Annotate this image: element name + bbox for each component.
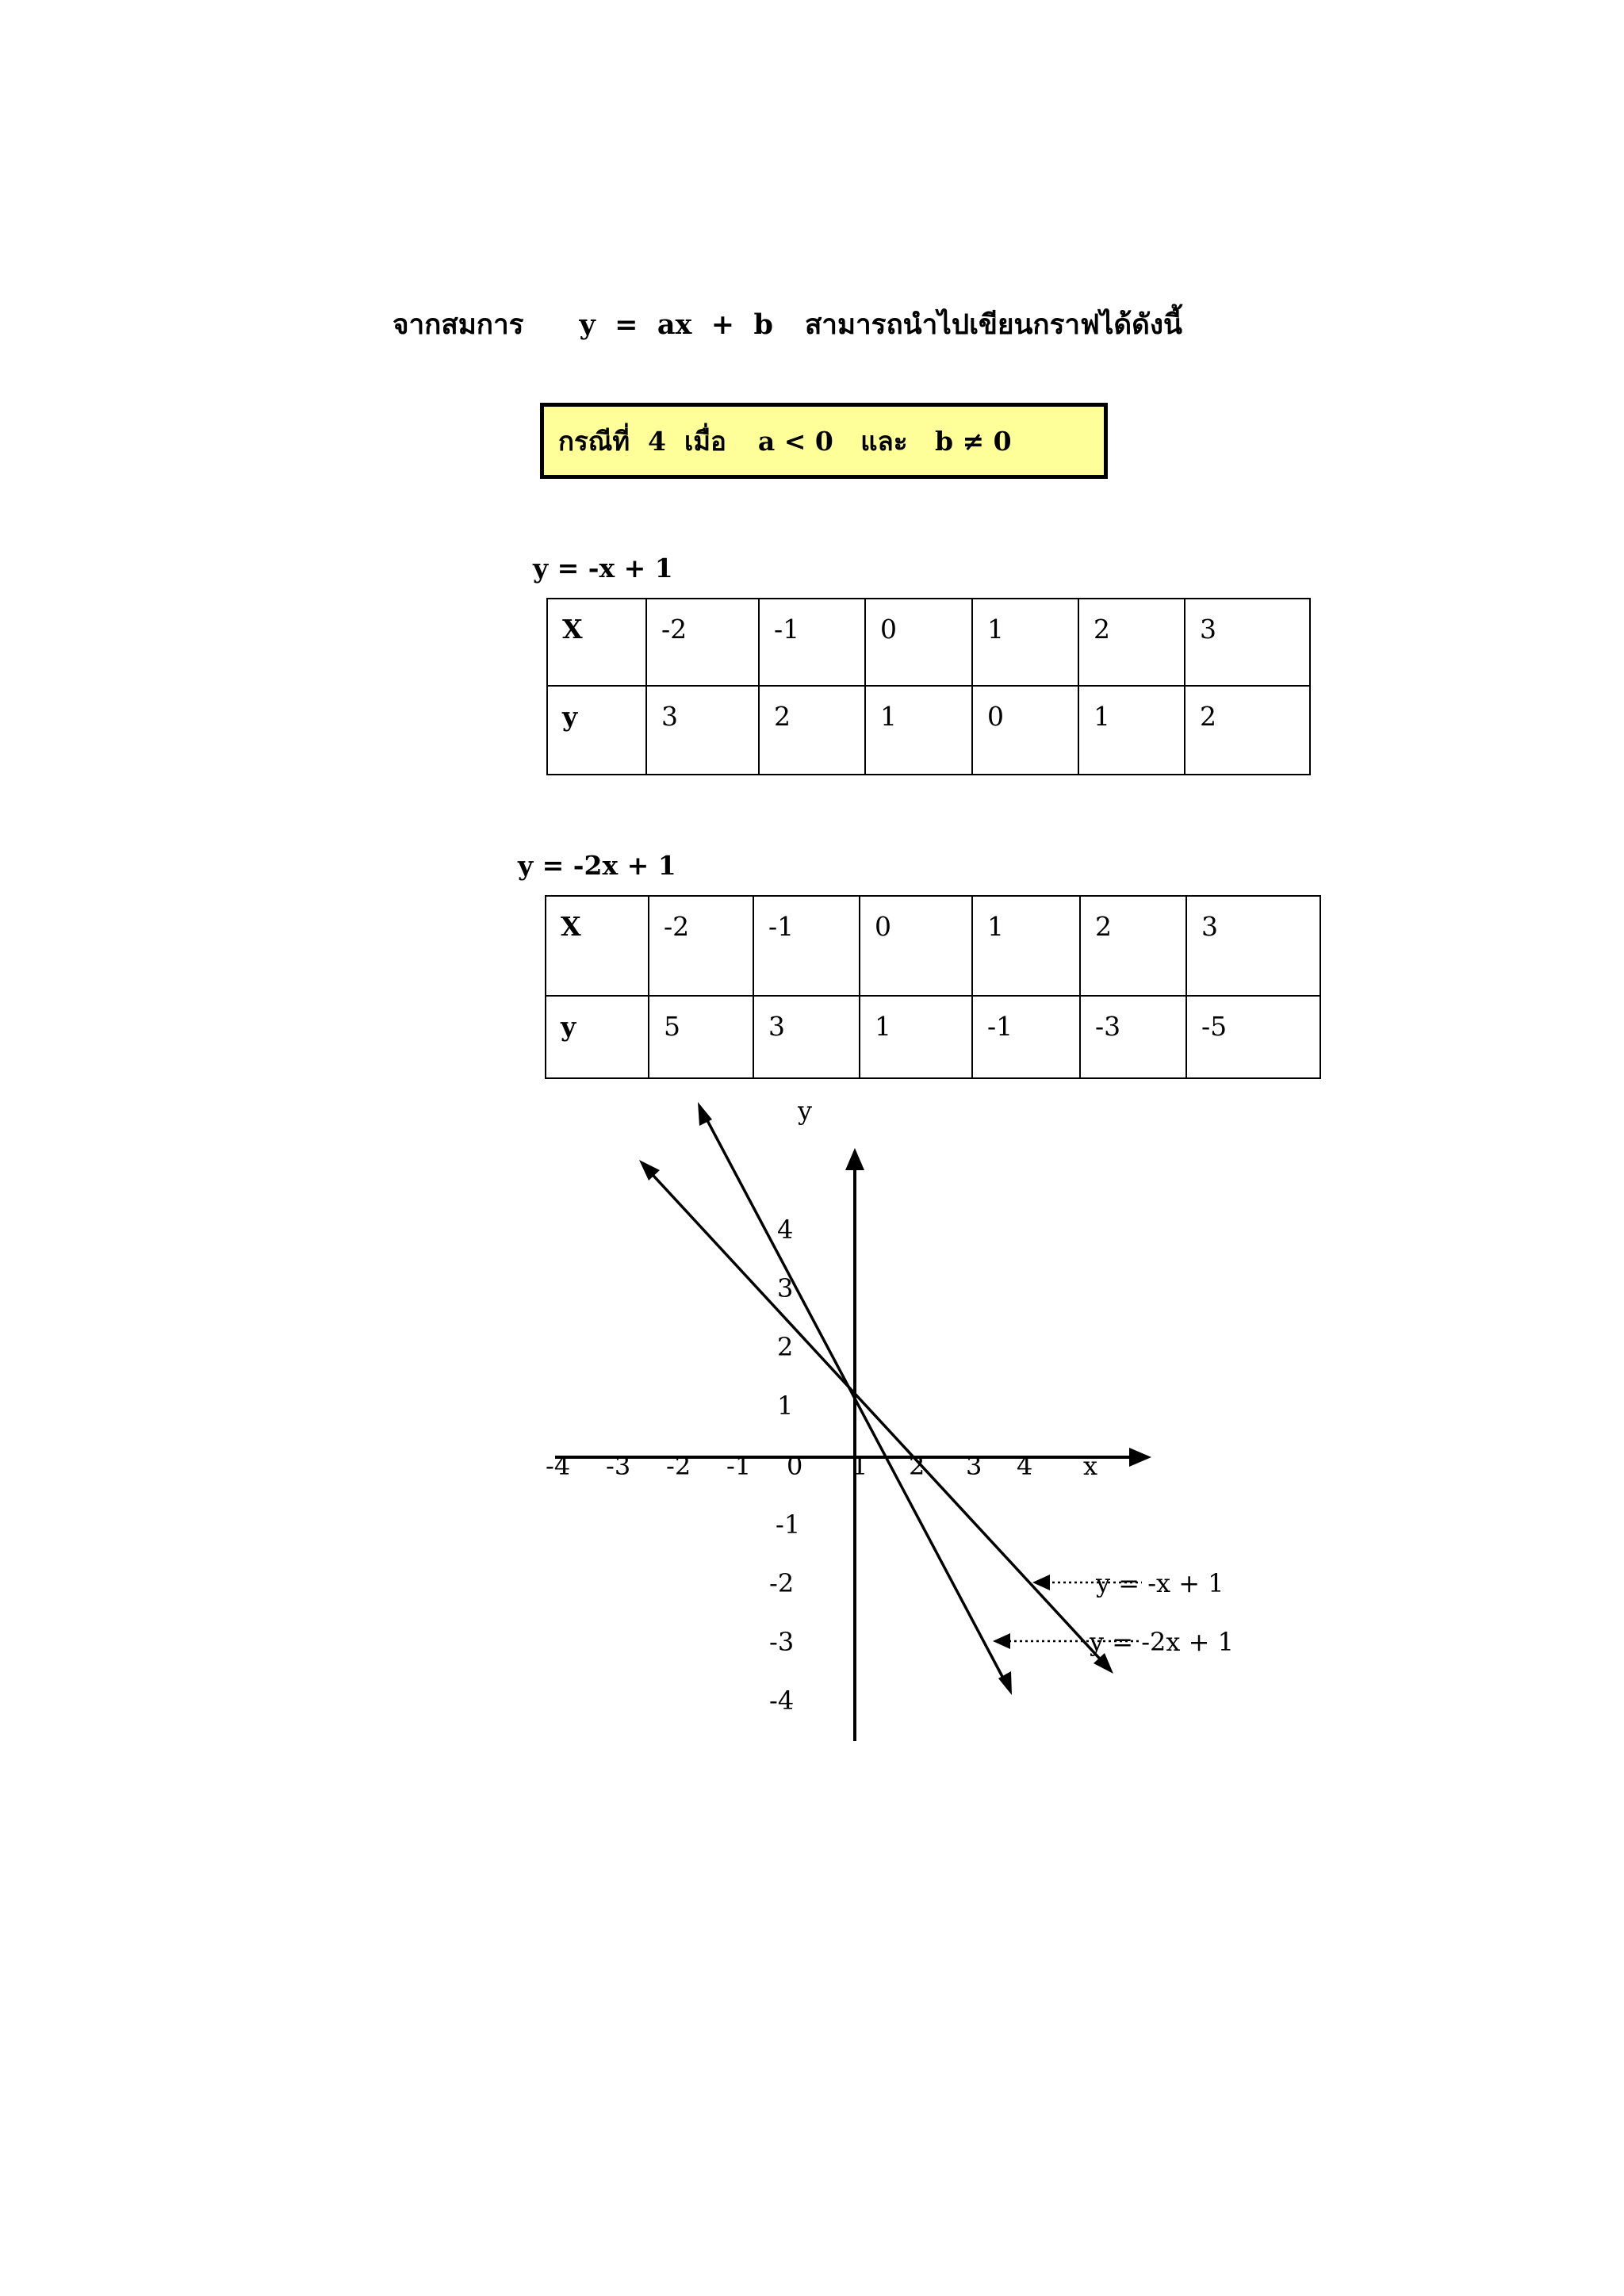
y-tick-label: -4 [769,1686,795,1716]
x-tick-label: 1 [852,1451,868,1481]
table2-x-cell: 0 [860,896,972,996]
intro-suffix: สามารถนำไปเขียนกราฟได้ดังนี้ [804,308,1182,341]
table1-y-cell: 1 [1078,686,1185,775]
x-tick-label: -4 [546,1451,571,1481]
legend2-arrow [993,1633,1010,1649]
table2-x-label: X [546,896,649,996]
table1-x-cell: 2 [1078,599,1185,686]
y-tick-label: 1 [777,1391,794,1421]
table1-x-label: X [547,599,646,686]
y-tick-label: -1 [776,1510,801,1540]
x-tick-label: -1 [726,1451,752,1481]
x-tick-label: 2 [909,1451,925,1481]
table2-y-label: y [546,996,649,1078]
case-label: กรณีที่ 4 เมื่อ [558,425,726,457]
table2-y-cell: 5 [649,996,753,1078]
line-neg-x-plus-1 [645,1167,1107,1667]
table1-x-cell: 3 [1185,599,1310,686]
y-axis-label: y [798,1096,813,1126]
legend-line2: y = -2x + 1 [1090,1627,1234,1657]
table1-y-cell: 2 [759,686,865,775]
x-tick-label: 3 [966,1451,982,1481]
y-tick-label: -2 [769,1568,795,1598]
y-axis-arrow [845,1148,864,1170]
table2-y-cell: -1 [972,996,1080,1078]
legend-line1: y = -x + 1 [1096,1568,1224,1598]
line2-arrow-top [698,1102,712,1126]
table1-x-cell: -2 [646,599,759,686]
x-axis-label: x [1083,1451,1098,1481]
table1-y-cell: 0 [972,686,1078,775]
y-tick-label: -3 [769,1627,795,1657]
table1-title: y = -x + 1 [533,553,673,584]
table1-x-cell: -1 [759,599,865,686]
x-tick-label: -3 [606,1451,631,1481]
table2-y-cell: 1 [860,996,972,1078]
x-tick-label: 4 [1017,1451,1033,1481]
x-tick-label: -2 [666,1451,691,1481]
table2-x-cell: 2 [1080,896,1186,996]
y-tick-label: 3 [777,1273,794,1303]
table2-x-cell: -1 [753,896,860,996]
table1-x-cell: 1 [972,599,1078,686]
case-condition: a < 0 และ b ≠ 0 [757,425,1012,457]
table1-y-cell: 2 [1185,686,1310,775]
table1-x-cell: 0 [865,599,972,686]
y-tick-label: 4 [777,1215,794,1245]
table2-title: y = -2x + 1 [518,850,676,881]
table2-x-cell: 3 [1186,896,1320,996]
table1-y-label: y [547,686,646,775]
x-tick-label: 0 [787,1451,803,1481]
intro-prefix: จากสมการ [393,308,524,341]
y-tick-label: 2 [777,1332,794,1362]
intro-equation: y = ax + b [579,308,773,341]
table2-y-cell: -3 [1080,996,1186,1078]
table1-y-cell: 1 [865,686,972,775]
table2-x-cell: 1 [972,896,1080,996]
table2-x-cell: -2 [649,896,753,996]
table1-y-cell: 3 [646,686,759,775]
x-axis-arrow [1129,1448,1151,1467]
table2-y-cell: 3 [753,996,860,1078]
table2-y-cell: -5 [1186,996,1320,1078]
